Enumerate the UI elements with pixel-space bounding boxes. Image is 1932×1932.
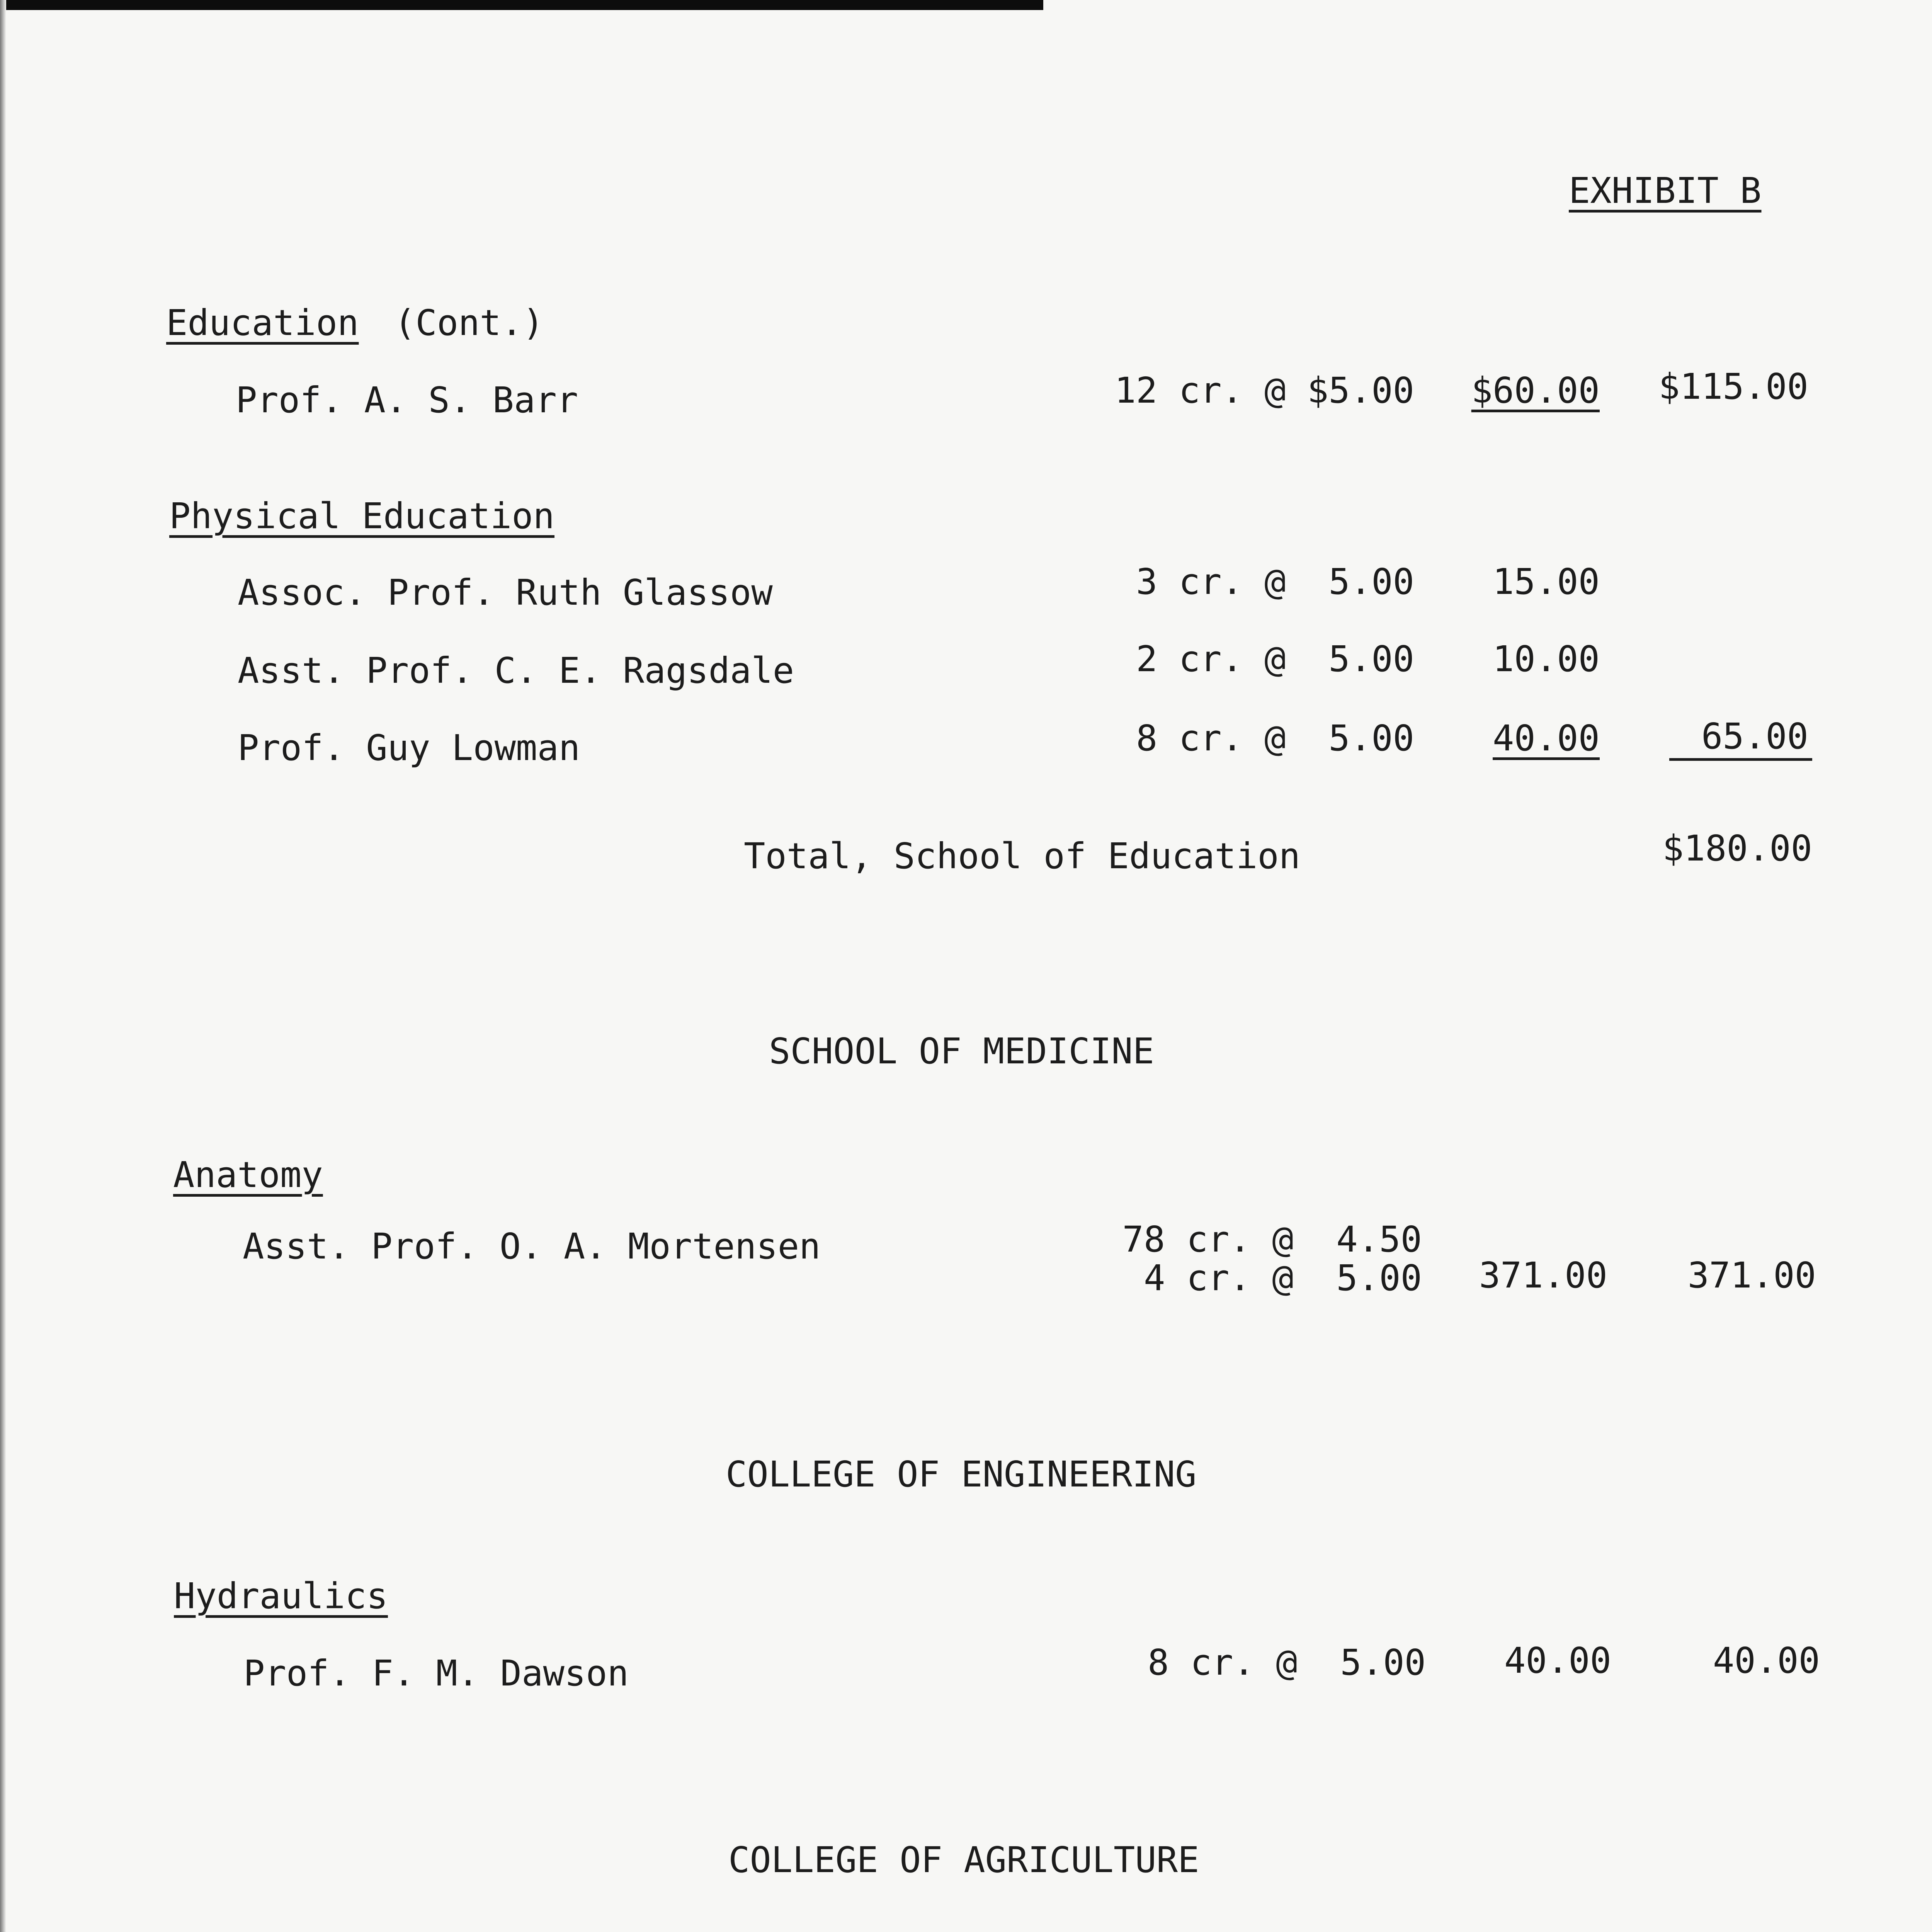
education-total-value: $180.00 [1662, 828, 1812, 869]
dept-anatomy: Anatomy [173, 1154, 323, 1196]
entry-amount: $60.00 [1471, 370, 1600, 411]
entry-total: 371.00 [1687, 1255, 1816, 1296]
page-top-edge [0, 0, 1043, 10]
entry-name: Asst. Prof. C. E. Ragsdale [238, 650, 794, 691]
entry-rate: 2 cr. @ 5.00 [1136, 638, 1414, 680]
entry-amount: 371.00 [1479, 1255, 1607, 1296]
entry-rate: 78 cr. @ 4.50 [1122, 1219, 1422, 1260]
entry-name: Prof. F. M. Dawson [243, 1653, 629, 1694]
college-agriculture-title: COLLEGE OF AGRICULTURE [728, 1839, 1199, 1881]
exhibit-label: EXHIBIT B [1569, 170, 1762, 211]
entry-total: 65.00 [1701, 716, 1808, 757]
entry-amount: 40.00 [1493, 718, 1600, 759]
entry-rate: 12 cr. @ $5.00 [1114, 370, 1414, 411]
subtotal-rule [1669, 758, 1812, 761]
entry-rate: 4 cr. @ 5.00 [1143, 1257, 1422, 1299]
entry-amount: 15.00 [1493, 561, 1600, 602]
entry-name: Prof. Guy Lowman [238, 727, 580, 769]
entry-amount: 10.00 [1493, 638, 1600, 680]
education-total-label: Total, School of Education [744, 835, 1301, 877]
entry-amount: 40.00 [1504, 1640, 1611, 1681]
entry-name: Prof. A. S. Barr [236, 379, 578, 421]
entry-name: Assoc. Prof. Ruth Glassow [238, 572, 773, 613]
entry-name: Asst. Prof. O. A. Mortensen [243, 1226, 821, 1267]
entry-rate: 8 cr. @ 5.00 [1147, 1642, 1426, 1683]
section-education-heading: Education [166, 302, 359, 344]
entry-total: $115.00 [1658, 366, 1808, 407]
college-engineering-title: COLLEGE OF ENGINEERING [726, 1454, 1197, 1495]
dept-hydraulics: Hydraulics [174, 1575, 388, 1617]
entry-rate: 8 cr. @ 5.00 [1136, 718, 1414, 759]
entry-rate: 3 cr. @ 5.00 [1136, 561, 1414, 602]
dept-physical-education: Physical Education [169, 495, 554, 537]
entry-total: 40.00 [1713, 1640, 1820, 1681]
section-education-suffix: (Cont.) [394, 302, 544, 344]
page-left-edge [0, 0, 6, 1932]
school-medicine-title: SCHOOL OF MEDICINE [769, 1031, 1154, 1072]
